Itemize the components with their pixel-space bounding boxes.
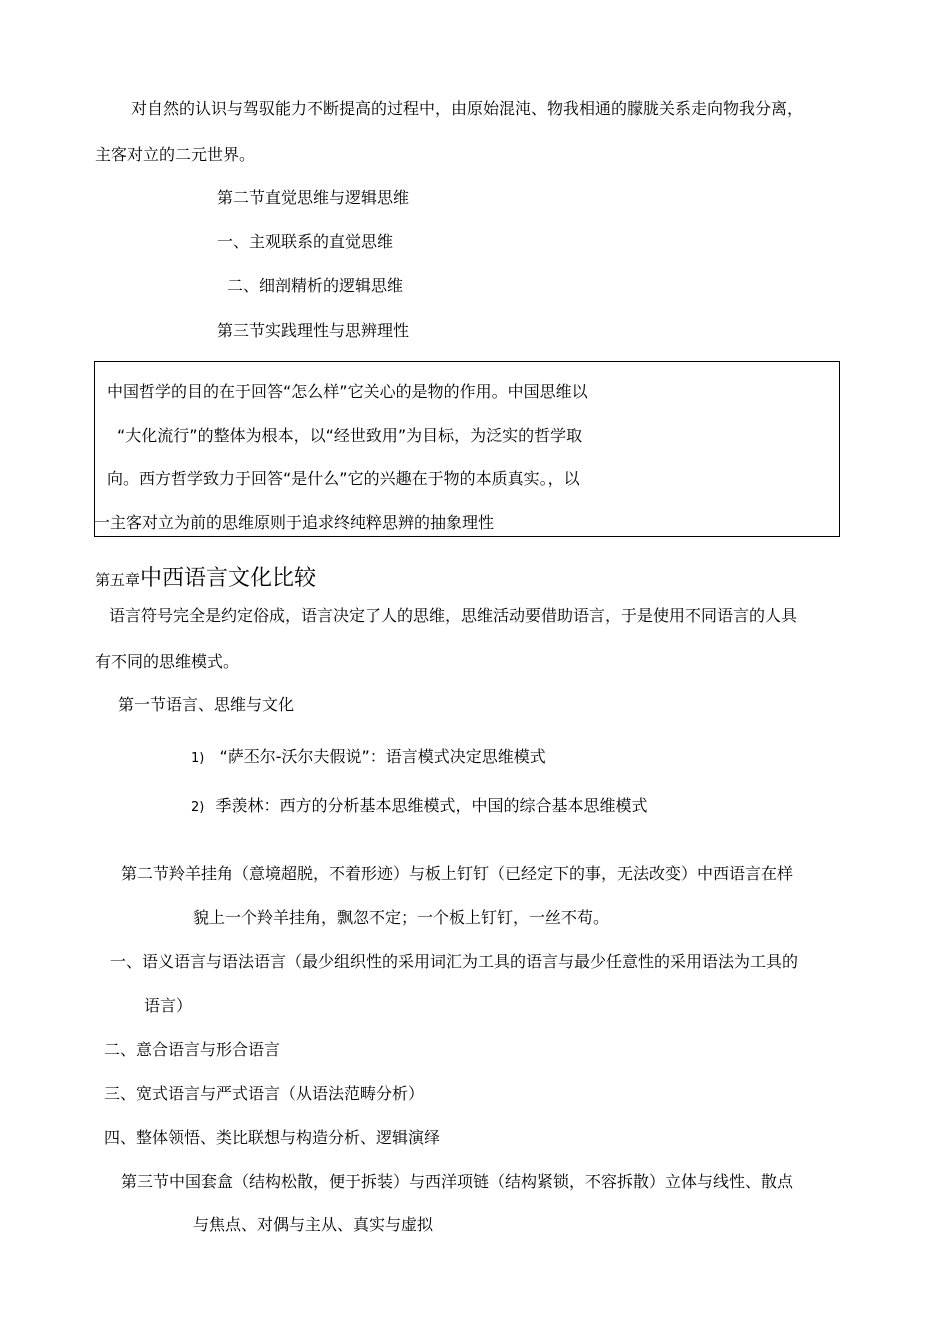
chapter-label: 第五章 bbox=[95, 571, 141, 589]
section-heading: 第三节中国套盒（结构松散，便于拆装）与西洋项链（结构紧锁，不容拆散）立体与线性、散点 bbox=[121, 1172, 794, 1191]
outline-item: 二、细剖精析的逻辑思维 bbox=[227, 276, 404, 295]
chapter-intro-line: 语言符号完全是约定俗成，语言决定了人的思维，思维活动要借助语言，于是使用不同语言的人具 bbox=[109, 606, 798, 625]
boxed-note-line: 一主客对立为前的思维原则于追求终纯粹思辨的抽象理性 bbox=[94, 513, 495, 532]
point-number: 2) bbox=[191, 800, 205, 815]
chapter-title: 中西语言文化比较 bbox=[140, 566, 317, 591]
outline-item: 三、宽式语言与严式语言（从语法范畴分析） bbox=[104, 1084, 425, 1103]
outline-item: 一、主观联系的直觉思维 bbox=[217, 232, 394, 251]
intro-line-2: 主客对立的二元世界。 bbox=[95, 145, 256, 164]
intro-line-1: 对自然的认识与驾驭能力不断提高的过程中，由原始混沌、物我相通的朦胧关系走向物我分离， bbox=[131, 99, 804, 118]
point-text: 季羡林：西方的分析基本思维模式，中国的综合基本思维模式 bbox=[215, 796, 648, 815]
boxed-note-line: “大化流行”的整体为根本，以“经世致用”为目标，为泛实的哲学取 bbox=[117, 426, 583, 445]
outline-item: 四、整体领悟、类比联想与构造分析、逻辑演绎 bbox=[104, 1128, 441, 1147]
outline-item-continued: 语言） bbox=[144, 996, 193, 1015]
section-heading-continued: 与焦点、对偶与主从、真实与虚拟 bbox=[193, 1215, 434, 1234]
numbered-point bbox=[191, 747, 546, 769]
boxed-note-line: 中国哲学的目的在于回答“怎么样”它关心的是物的作用。中国思维以 bbox=[107, 382, 588, 401]
point-text: “萨丕尔-沃尔夫假说”：语言模式决定思维模式 bbox=[219, 747, 546, 766]
point-number: 1) bbox=[191, 751, 205, 766]
numbered-point bbox=[191, 796, 647, 818]
outline-item: 一、语义语言与语法语言（最少组织性的采用词汇为工具的语言与最少任意性的采用语法为工具的 bbox=[110, 952, 799, 971]
section-heading: 第三节实践理性与思辨理性 bbox=[217, 321, 410, 340]
chapter-heading bbox=[95, 566, 316, 593]
outline-item: 二、意合语言与形合语言 bbox=[104, 1040, 281, 1059]
section-heading: 第二节羚羊挂角（意境超脱，不着形迹）与板上钉钉（已经定下的事，无法改变）中西语言在样 bbox=[121, 864, 794, 883]
section-heading-continued: 貌上一个羚羊挂角，飘忽不定；一个板上钉钉，一丝不苟。 bbox=[193, 908, 610, 927]
section-heading: 第二节直觉思维与逻辑思维 bbox=[217, 188, 410, 207]
section-heading: 第一节语言、思维与文化 bbox=[118, 695, 295, 714]
chapter-intro-line: 有不同的思维模式。 bbox=[95, 652, 240, 671]
boxed-note-line: 向。西方哲学致力于回答“是什么”它的兴趣在于物的本质真实。，以 bbox=[107, 469, 580, 488]
